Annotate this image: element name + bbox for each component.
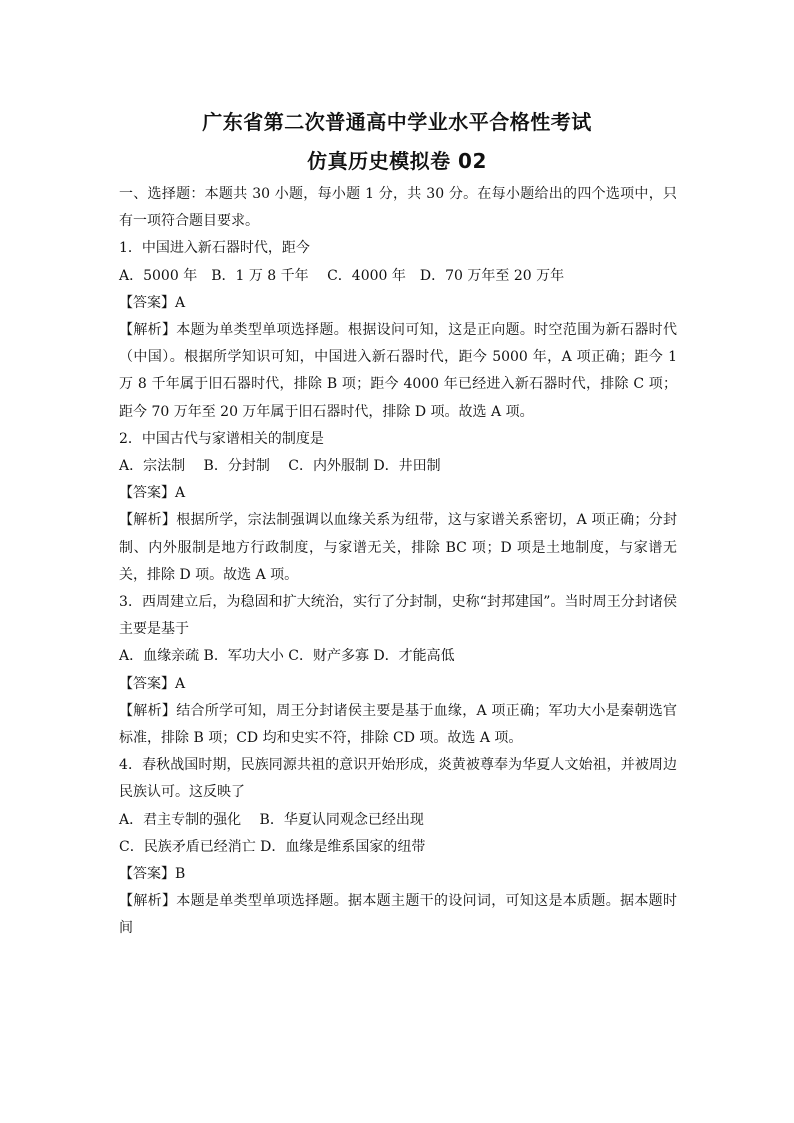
question-1-analysis: 【解析】本题为单类型单项选择题。根据设问可知，这是正向题。时空范围为新石器时代（中国）。根据所学知识可知，中国进入新石器时代，距今 5000 年，A 项正确；距今 1 万 8 千年属于旧石器时代，排除 B 项；距今 4000 年已经进入新石器时代，排除 C 项；距今 70 万年至 20 万年属于旧石器时代，排除 D 项。故选 A 项。: [119, 322, 677, 420]
exam-title: 广东省第二次普通高中学业水平合格性考试: [202, 110, 592, 134]
question-2-analysis: 【解析】根据所学，宗法制强调以血缘关系为纽带，这与家谱关系密切，A 项正确；分封制、内外服制是地方行政制度，与家谱无关，排除 BC 项；D 项是土地制度，与家谱无关，排除 D 项。故选 A 项。: [119, 512, 677, 583]
question-2-answer: 【答案】A: [119, 485, 186, 502]
question-4-analysis: 【解析】本题是单类型单项选择题。据本题主题干的设问词，可知这是本质题。据本题时间: [119, 893, 677, 937]
question-3-stem: 3．西周建立后，为稳固和扩大统治，实行了分封制，史称“封邦建国”。当时周王分封诸侯主要是基于: [119, 594, 677, 638]
question-2-stem: 2．中国古代与家谱相关的制度是: [119, 430, 324, 447]
question-1-answer: 【答案】A: [119, 294, 186, 311]
question-3-analysis: 【解析】结合所学可知，周王分封诸侯主要是基于血缘，A 项正确；军功大小是秦朝选官标准，排除 B 项；CD 均和史实不符，排除 CD 项。故选 A 项。: [119, 702, 677, 747]
question-2-options: A．宗法制 B．分封制 C．内外服制 D．井田制: [119, 458, 441, 475]
question-3-answer: 【答案】A: [119, 675, 186, 692]
exam-body: [119, 181, 677, 943]
question-1-stem: 1．中国进入新石器时代，距今: [119, 240, 310, 257]
section-instruction: 一、选择题：本题共 30 小题，每小题 1 分，共 30 分。在每小题给出的四个选项中，只有一项符合题目要求。: [119, 186, 677, 230]
question-4-options-row-2: C．民族矛盾已经消亡 D．血缘是维系国家的纽带: [119, 838, 426, 855]
question-3-options: A．血缘亲疏 B．军功大小 C．财产多寡 D．才能高低: [119, 648, 455, 665]
exam-subtitle: 仿真历史模拟卷 02: [307, 149, 487, 173]
question-4-stem: 4．春秋战国时期，民族同源共祖的意识开始形成，炎黄被尊奉为华夏人文始祖，并被周边民族认可。这反映了: [119, 757, 677, 801]
question-4-options-row-1: A．君主专制的强化 B．华夏认同观念已经出现: [119, 811, 424, 828]
question-4-answer: 【答案】B: [119, 866, 186, 883]
question-1-options: A．5000 年 B．1 万 8 千年 C．4000 年 D．70 万年至 20 万年: [119, 267, 565, 284]
